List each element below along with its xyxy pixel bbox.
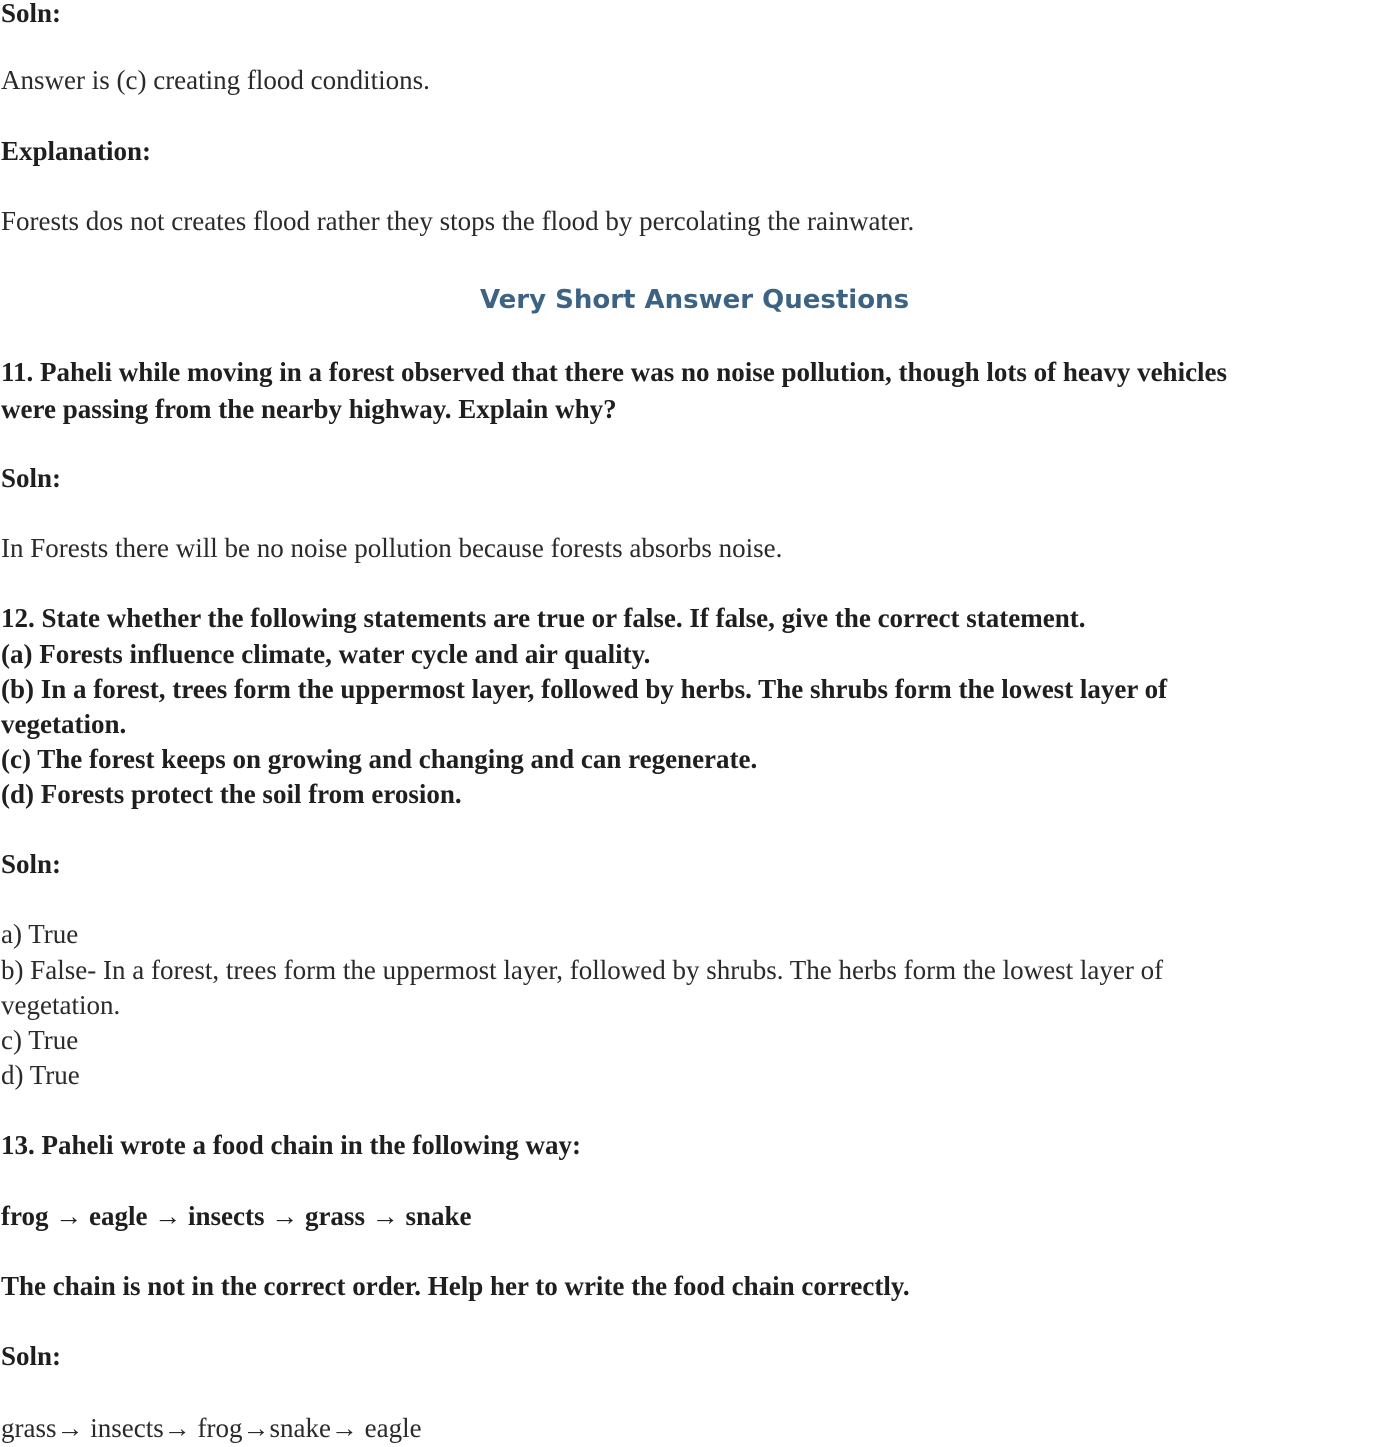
question-11-line-2: were passing from the nearby highway. Explain why?: [1, 394, 617, 424]
explanation-text: Forests dos not creates flood rather they stops the flood by percolating the rainwater.: [1, 206, 915, 236]
question-11-line-1: 11. Paheli while moving in a forest observed that there was no noise pollution, though lots of heavy vehicles: [1, 357, 1228, 387]
answer-12-b-line-1: b) False- In a forest, trees form the uppermost layer, followed by shrubs. The herbs form the lowest layer of: [1, 955, 1164, 985]
question-12-option-b-line-2: vegetation.: [1, 709, 127, 739]
question-13-chain: frog → eagle → insects → grass → snake: [1, 1201, 472, 1231]
question-12-option-c: (c) The forest keeps on growing and changing and can regenerate.: [1, 744, 758, 774]
question-13-line-2: The chain is not in the correct order. Help her to write the food chain correctly.: [1, 1271, 910, 1301]
explanation-label: Explanation:: [1, 136, 152, 166]
answer-text: In Forests there will be no noise pollution because forests absorbs noise.: [1, 533, 783, 563]
answer-13-chain: grass→ insects→ frog→snake→ eagle: [1, 1413, 422, 1443]
question-12-option-b-line-1: (b) In a forest, trees form the uppermost layer, followed by herbs. The shrubs form the lowest layer of: [1, 674, 1168, 704]
answer-12-d: d) True: [1, 1060, 80, 1090]
answer-text: Answer is (c) creating flood conditions.: [1, 65, 430, 95]
answer-12-c: c) True: [1, 1025, 79, 1055]
answer-12-a: a) True: [1, 919, 79, 949]
answer-12-b-line-2: vegetation.: [1, 990, 121, 1020]
soln-label: Soln:: [1, 849, 62, 879]
section-heading: Very Short Answer Questions: [479, 285, 910, 315]
soln-label: Soln:: [1, 0, 62, 28]
question-12-option-a: (a) Forests influence climate, water cycle and air quality.: [1, 639, 651, 669]
soln-label: Soln:: [1, 463, 62, 493]
question-12-option-d: (d) Forests protect the soil from erosion.: [1, 779, 462, 809]
question-13-line-1: 13. Paheli wrote a food chain in the following way:: [1, 1130, 581, 1160]
question-12-line-1: 12. State whether the following statements are true or false. If false, give the correct statement.: [1, 603, 1086, 633]
soln-label: Soln:: [1, 1341, 62, 1371]
